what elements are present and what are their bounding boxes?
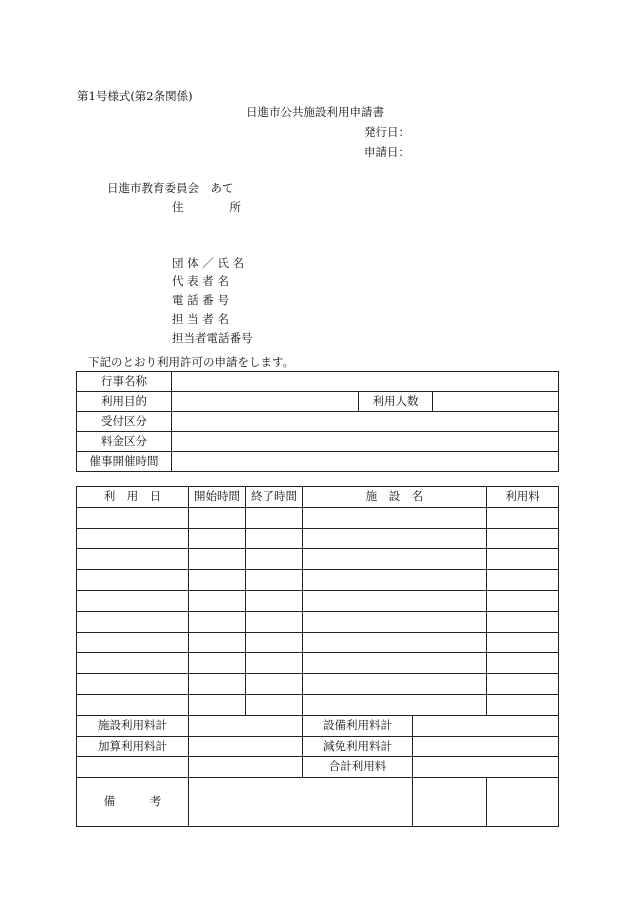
usage-fee-cell[interactable] xyxy=(487,570,559,591)
usage-row xyxy=(77,570,559,591)
table-row xyxy=(77,432,559,452)
usage-start-cell[interactable] xyxy=(189,570,246,591)
usage-date-cell[interactable] xyxy=(77,611,189,632)
event-name-field[interactable] xyxy=(172,372,559,392)
usage-facility-cell[interactable] xyxy=(303,590,487,611)
reception-type-field[interactable] xyxy=(172,412,559,432)
usage-fee-cell[interactable] xyxy=(487,507,559,528)
usage-start-cell[interactable] xyxy=(189,653,246,674)
event-name-label: 行事名称 xyxy=(77,372,172,392)
contact-phone-label: 担当者電話番号 xyxy=(172,331,253,345)
usage-end-cell[interactable] xyxy=(246,694,303,715)
exemption-total-label: 減免利用料計 xyxy=(303,736,413,757)
purpose-field[interactable] xyxy=(172,392,359,412)
usage-row xyxy=(77,694,559,715)
usage-end-cell[interactable] xyxy=(246,590,303,611)
phone-label: 電 話 番 号 xyxy=(172,293,229,307)
header-date: 利 用 日 xyxy=(77,487,189,508)
header-fee: 利用料 xyxy=(487,487,559,508)
usage-facility-cell[interactable] xyxy=(303,549,487,570)
usage-date-cell[interactable] xyxy=(77,694,189,715)
table-row xyxy=(77,392,559,412)
usage-row xyxy=(77,611,559,632)
exemption-total-field[interactable] xyxy=(413,736,559,757)
usage-date-cell[interactable] xyxy=(77,507,189,528)
event-time-field[interactable] xyxy=(172,452,559,472)
addressee: 日進市教育委員会 あて xyxy=(107,181,234,195)
table-row xyxy=(77,757,559,778)
usage-facility-cell[interactable] xyxy=(303,570,487,591)
representative-label: 代 表 者 名 xyxy=(172,274,229,288)
usage-row xyxy=(77,549,559,570)
usage-row xyxy=(77,653,559,674)
table-row xyxy=(77,778,559,827)
usage-end-cell[interactable] xyxy=(246,632,303,653)
usage-start-cell[interactable] xyxy=(189,528,246,549)
usage-facility-cell[interactable] xyxy=(303,632,487,653)
facility-fee-total-field[interactable] xyxy=(189,715,303,736)
usage-fee-cell[interactable] xyxy=(487,694,559,715)
usage-start-cell[interactable] xyxy=(189,611,246,632)
form-id: 第1号様式(第2条関係) xyxy=(77,89,193,103)
additional-fee-total-label: 加算利用料計 xyxy=(77,736,189,757)
usage-date-cell[interactable] xyxy=(77,528,189,549)
usage-row xyxy=(77,674,559,695)
usage-start-cell[interactable] xyxy=(189,590,246,611)
event-table xyxy=(76,371,559,472)
usage-end-cell[interactable] xyxy=(246,507,303,528)
application-date-label: 申請日： xyxy=(364,145,410,159)
blank-cell xyxy=(189,757,303,778)
usage-row xyxy=(77,590,559,611)
table-header-row xyxy=(77,487,559,508)
usage-row xyxy=(77,632,559,653)
equipment-fee-total-field[interactable] xyxy=(413,715,559,736)
usage-end-cell[interactable] xyxy=(246,528,303,549)
issue-date-label: 発行日： xyxy=(364,125,410,139)
usage-date-cell[interactable] xyxy=(77,570,189,591)
usage-facility-cell[interactable] xyxy=(303,507,487,528)
usage-fee-cell[interactable] xyxy=(487,674,559,695)
header-facility-name: 施 設 名 xyxy=(303,487,487,508)
participants-field[interactable] xyxy=(433,392,559,412)
usage-row xyxy=(77,528,559,549)
form-title: 日進市公共施設利用申請書 xyxy=(246,105,384,119)
group-name-label: 団 体 ／ 氏 名 xyxy=(172,256,245,270)
fee-type-field[interactable] xyxy=(172,432,559,452)
facility-fee-total-label: 施設利用料計 xyxy=(77,715,189,736)
usage-date-cell[interactable] xyxy=(77,590,189,611)
header-end-time: 終了時間 xyxy=(246,487,303,508)
remarks-field-2[interactable] xyxy=(413,778,487,827)
grand-total-label: 合計利用料 xyxy=(303,757,413,778)
additional-fee-total-field[interactable] xyxy=(189,736,303,757)
usage-fee-cell[interactable] xyxy=(487,653,559,674)
remarks-field[interactable] xyxy=(189,778,413,827)
table-row xyxy=(77,736,559,757)
usage-start-cell[interactable] xyxy=(189,507,246,528)
header-start-time: 開始時間 xyxy=(189,487,246,508)
usage-facility-cell[interactable] xyxy=(303,528,487,549)
usage-table xyxy=(76,486,559,827)
usage-date-cell[interactable] xyxy=(77,549,189,570)
reception-type-label: 受付区分 xyxy=(77,412,172,432)
usage-rows xyxy=(77,507,559,715)
purpose-label: 利用目的 xyxy=(77,392,172,412)
usage-end-cell[interactable] xyxy=(246,653,303,674)
person-in-charge-label: 担 当 者 名 xyxy=(172,312,229,326)
usage-end-cell[interactable] xyxy=(246,570,303,591)
usage-date-cell[interactable] xyxy=(77,632,189,653)
usage-fee-cell[interactable] xyxy=(487,549,559,570)
usage-fee-cell[interactable] xyxy=(487,632,559,653)
usage-fee-cell[interactable] xyxy=(487,590,559,611)
event-time-label: 催事開催時間 xyxy=(77,452,172,472)
usage-end-cell[interactable] xyxy=(246,611,303,632)
usage-start-cell[interactable] xyxy=(189,549,246,570)
table-row xyxy=(77,715,559,736)
usage-facility-cell[interactable] xyxy=(303,611,487,632)
usage-date-cell[interactable] xyxy=(77,674,189,695)
usage-start-cell[interactable] xyxy=(189,632,246,653)
usage-start-cell[interactable] xyxy=(189,674,246,695)
usage-facility-cell[interactable] xyxy=(303,653,487,674)
address-label: 住 所 xyxy=(172,200,241,214)
usage-fee-cell[interactable] xyxy=(487,528,559,549)
usage-start-cell[interactable] xyxy=(189,694,246,715)
intro-text: 下記のとおり利用許可の申請をします。 xyxy=(88,355,295,369)
blank-cell xyxy=(77,757,189,778)
table-row xyxy=(77,452,559,472)
fee-type-label: 料金区分 xyxy=(77,432,172,452)
usage-end-cell[interactable] xyxy=(246,549,303,570)
remarks-field-3[interactable] xyxy=(487,778,559,827)
grand-total-field[interactable] xyxy=(413,757,559,778)
usage-facility-cell[interactable] xyxy=(303,694,487,715)
usage-fee-cell[interactable] xyxy=(487,611,559,632)
participants-label: 利用人数 xyxy=(359,392,433,412)
remarks-label: 備 考 xyxy=(77,778,189,827)
usage-date-cell[interactable] xyxy=(77,653,189,674)
equipment-fee-total-label: 設備利用料計 xyxy=(303,715,413,736)
table-row xyxy=(77,412,559,432)
table-row xyxy=(77,372,559,392)
usage-end-cell[interactable] xyxy=(246,674,303,695)
usage-row xyxy=(77,507,559,528)
usage-facility-cell[interactable] xyxy=(303,674,487,695)
